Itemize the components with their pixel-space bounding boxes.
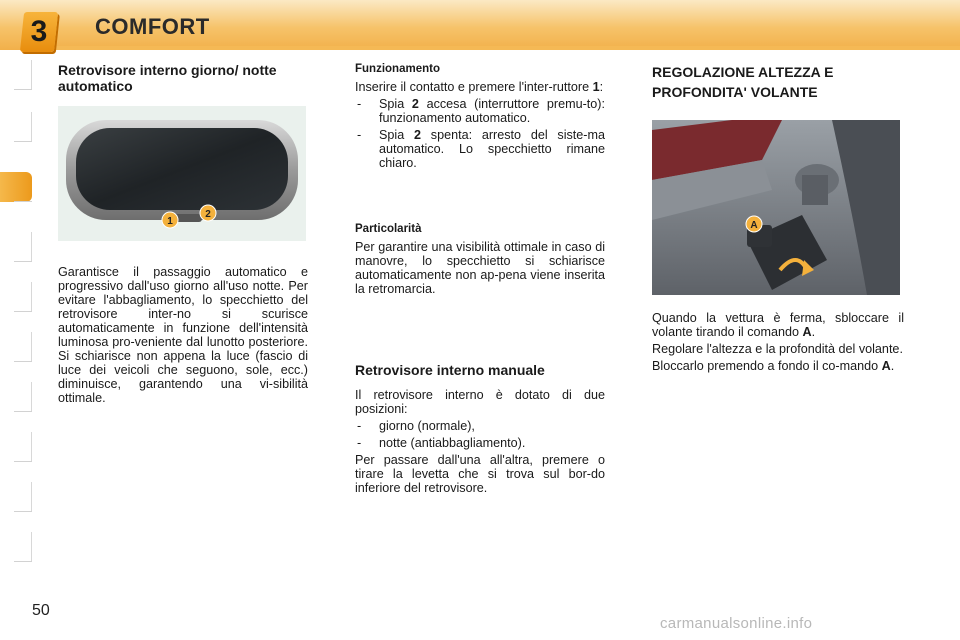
steering-column-image <box>652 120 900 295</box>
heading-funzionamento: Funzionamento <box>355 63 440 75</box>
switch-ref: 1 <box>592 80 600 94</box>
control-ref: A <box>802 325 812 339</box>
chapter-tab[interactable] <box>0 382 32 412</box>
list-dash: - <box>357 97 362 111</box>
callout-1: 1 <box>167 216 173 227</box>
manuale-intro: Il retrovisore interno è dotato di due posizioni: <box>355 388 605 416</box>
column-steering-adjust <box>652 62 904 376</box>
list-text: Spia <box>379 97 412 111</box>
chapter-tab[interactable] <box>0 60 32 90</box>
funzionamento-intro-end: : <box>599 80 604 94</box>
lamp-ref: 2 <box>411 97 419 111</box>
list-text: giorno (normale), <box>379 419 475 433</box>
control-ref: A <box>881 359 891 373</box>
chapter-number: 3 <box>30 15 48 48</box>
steering-step-lock <box>652 359 904 373</box>
callout-2: 2 <box>205 209 211 220</box>
steering-step-adjust: Regolare l'altezza e la profondità del volante. <box>652 342 903 356</box>
chapter-tab[interactable] <box>0 482 32 512</box>
list-dash: - <box>357 436 362 450</box>
chapter-title: COMFORT <box>95 14 210 39</box>
chapter-tab[interactable] <box>0 332 32 362</box>
particolarita-text: Per garantire una visibilità ottimale in caso di manovre, lo specchietto si schiarisce automaticamente non ap-pena viene inserita la retromarcia. <box>355 240 605 296</box>
list-text: spenta: arresto del siste-ma automatico. Lo specchietto rimane chiaro. <box>379 128 605 170</box>
manuale-instructions: Per passare dall'una all'altra, premere o tirare la levetta che si trova sul bor-do inferiore del retrovisore. <box>355 453 605 495</box>
list-item <box>355 436 605 450</box>
chapter-tab[interactable] <box>0 532 32 562</box>
list-dash: - <box>357 419 362 433</box>
chapter-tabs <box>0 60 32 580</box>
step-text: Quando la vettura è ferma, sbloccare il volante tirando il comando <box>652 311 904 339</box>
mirror-figure <box>58 106 306 241</box>
column-mirror-auto <box>58 62 308 408</box>
list-item <box>355 97 605 125</box>
steering-step-unlock <box>652 311 904 339</box>
column-mirror-operation <box>355 62 605 498</box>
step-text-end: . <box>811 325 816 339</box>
lamp-ref: 2 <box>413 128 421 142</box>
chapter-tab-active[interactable] <box>0 172 32 202</box>
steering-figure <box>652 120 900 295</box>
list-text: accesa (interruttore premu-to): funzionamento automatico. <box>379 97 605 125</box>
mirror-auto-description: Garantisce il passaggio automatico e progressivo dall'uso giorno all'uso notte. Per evitare l'abbagliamento, lo specchietto del retrovisore inter-no si scurisce automaticamente in funzione dell'intensità luminosa pro-veniente dal lunotto posteriore. Si schiarisce non appena la luce (fascio di luce dei veicoli che seguono, sole, ecc.) diminuisce, garantendo una vi-sibilità ottimale. <box>58 265 308 405</box>
heading-particolarita: Particolarità <box>355 223 422 235</box>
page-number: 50 <box>32 602 50 619</box>
chapter-tab[interactable] <box>0 112 32 142</box>
list-item <box>355 419 605 433</box>
section-title-mirror-manual: Retrovisore interno manuale <box>355 362 545 378</box>
step-text: Bloccarlo premendo a fondo il co-mando <box>652 359 882 373</box>
funzionamento-intro-text: Inserire il contatto e premere l'inter-ruttore <box>355 80 593 94</box>
chapter-tab[interactable] <box>0 432 32 462</box>
list-text: Spia <box>379 128 414 142</box>
header-rule <box>55 46 960 50</box>
list-dash: - <box>357 128 362 142</box>
rearview-mirror-image <box>58 106 306 241</box>
callout-a: A <box>750 220 758 231</box>
section-title-steering: REGOLAZIONE ALTEZZA E PROFONDITA' VOLANTE <box>652 64 834 100</box>
list-item <box>355 128 605 170</box>
funzionamento-intro <box>355 80 605 94</box>
list-text: notte (antiabbagliamento). <box>379 436 526 450</box>
watermark: carmanualsonline.info <box>660 615 813 632</box>
section-title-mirror-auto: Retrovisore interno giorno/ notte automatico <box>58 62 277 94</box>
chapter-tab[interactable] <box>0 232 32 262</box>
step-text-end: . <box>890 359 895 373</box>
chapter-tab[interactable] <box>0 282 32 312</box>
